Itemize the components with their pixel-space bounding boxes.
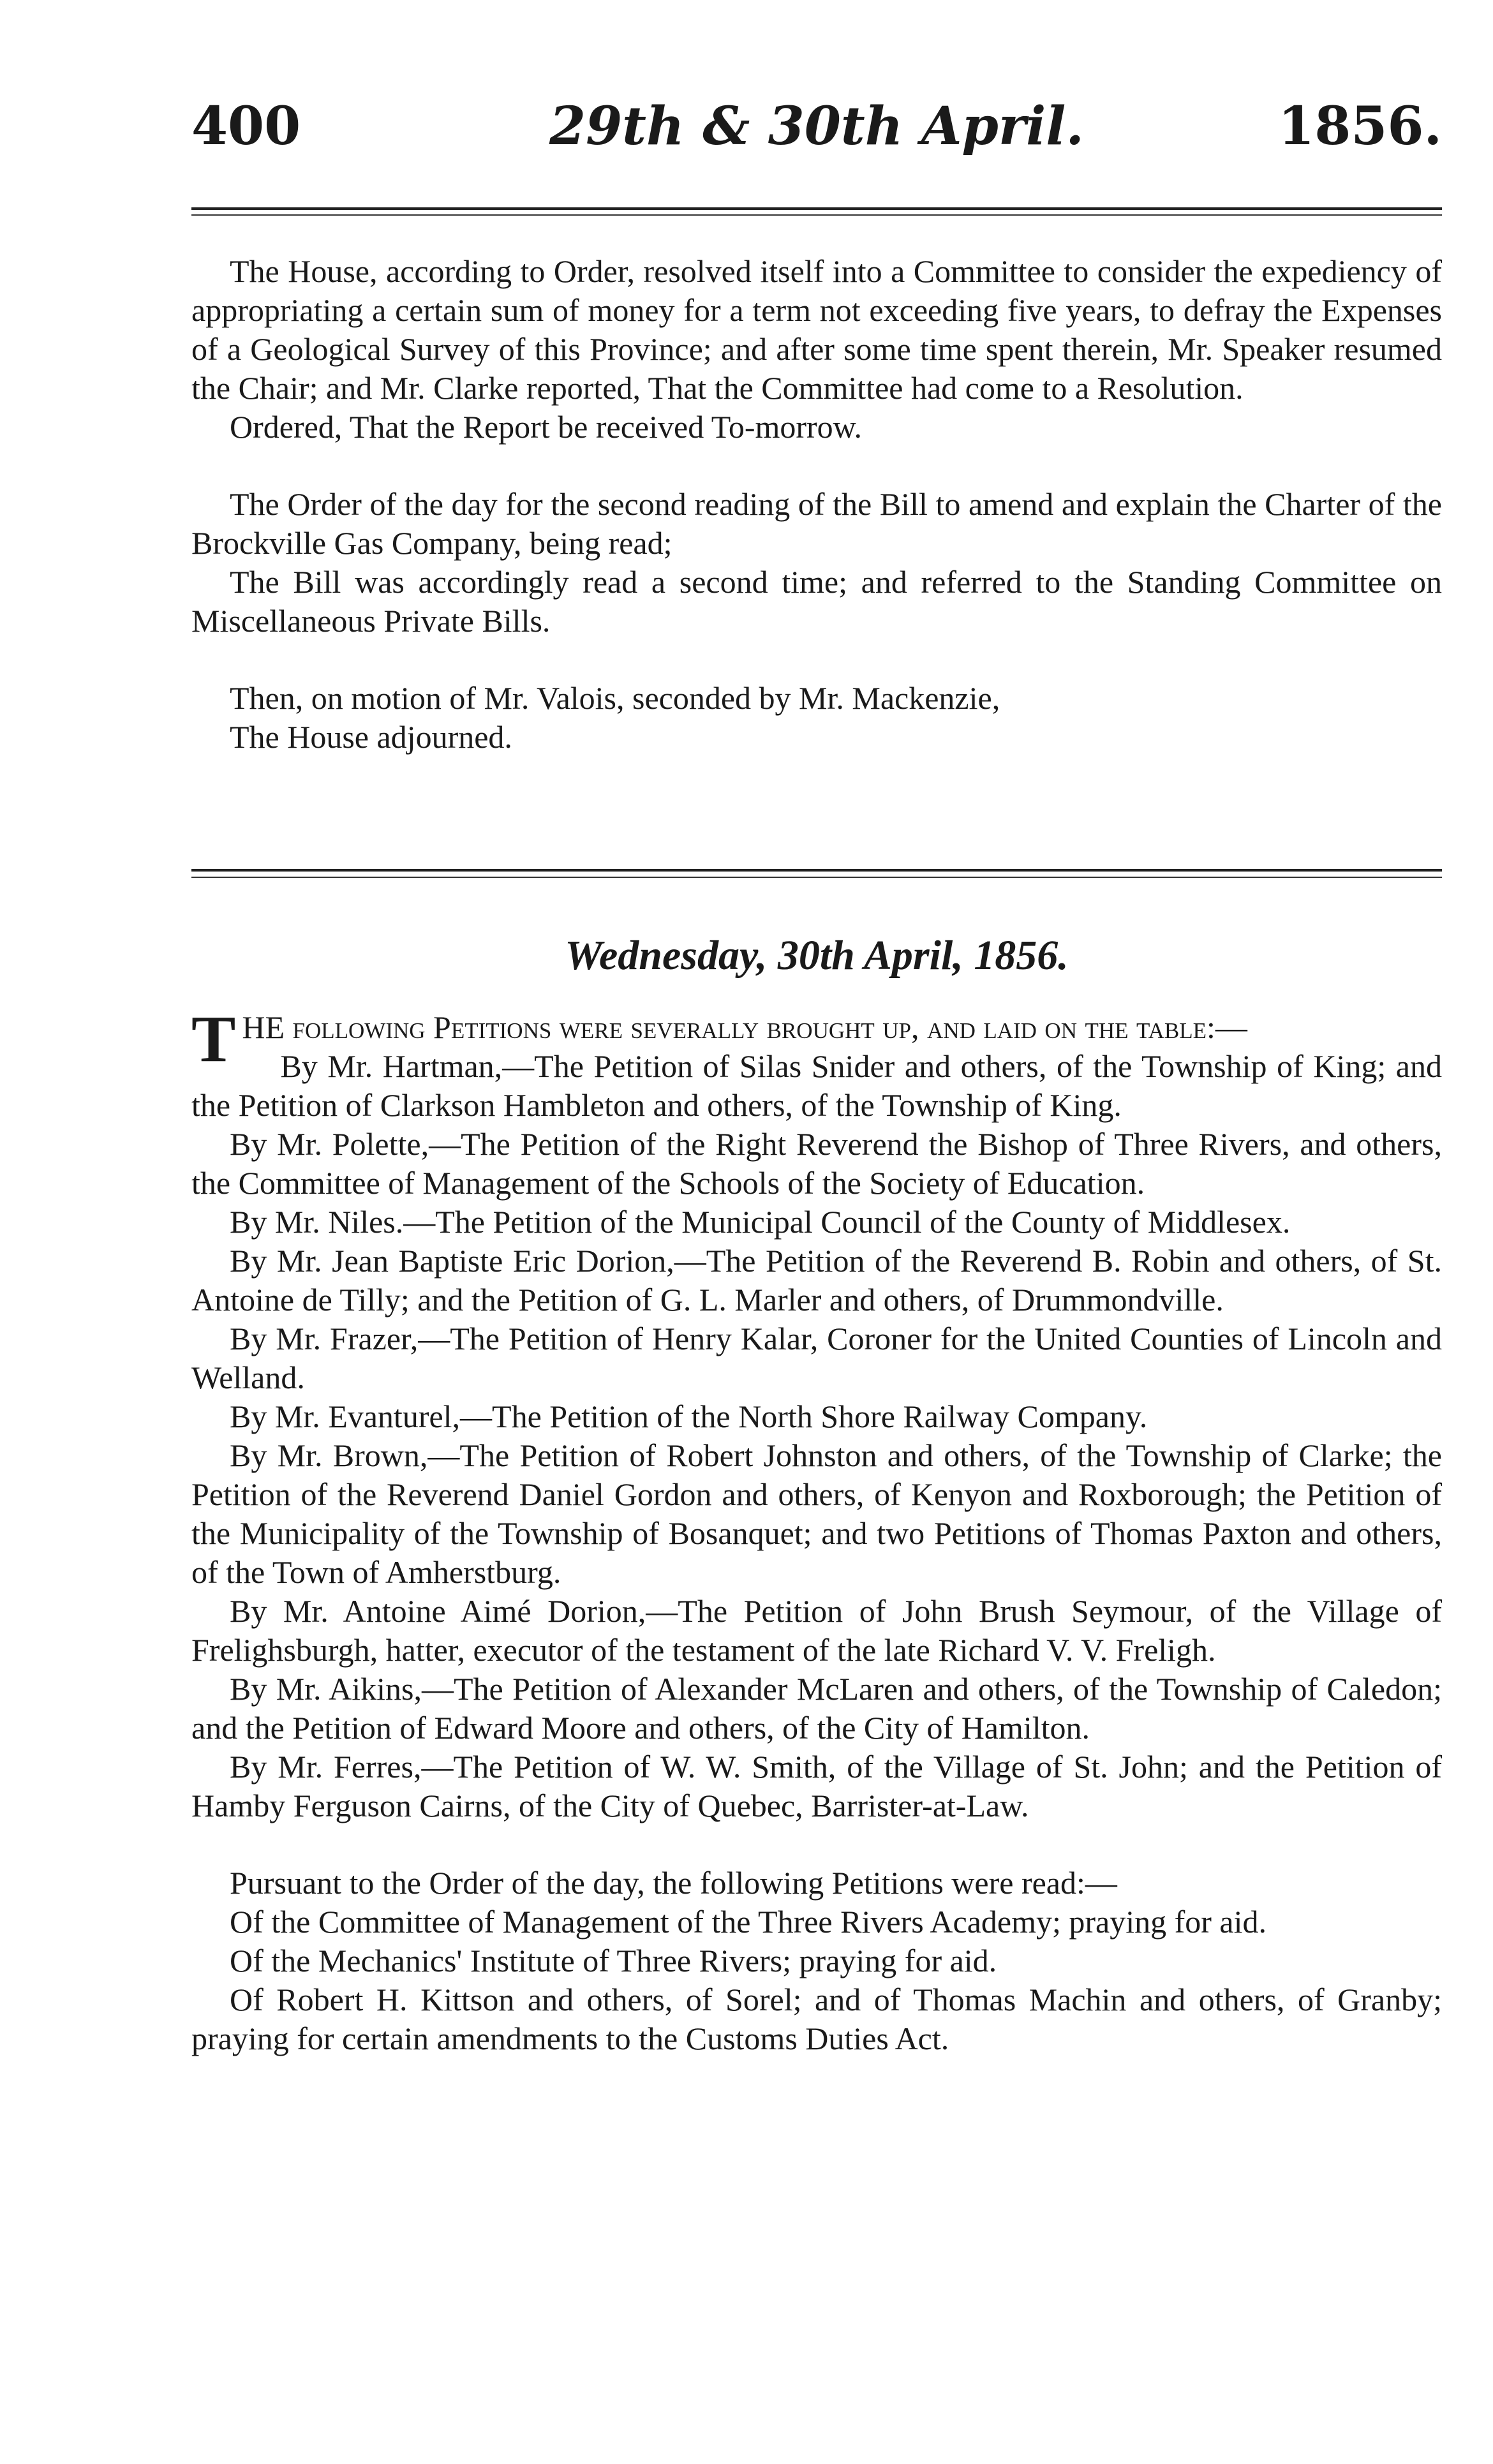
page-header — [191, 96, 1442, 172]
read-petition-item: Of the Mechanics' Institute of Three Rivers; praying for aid. — [230, 1943, 997, 1978]
petition-item: By Mr. Hartman,—The Petition of Silas Snider and others, of the Township of King; and the Petition of Clarkson Hambleton and others, of the Township of King. — [191, 1048, 1442, 1123]
adjourned-paragraph: The House adjourned. — [230, 719, 512, 755]
section-divider-secondary — [191, 877, 1442, 878]
order-of-day-paragraph: The Order of the day for the second reading of the Bill to amend and explain the Charter of the Brockville Gas Company, being read; — [191, 486, 1442, 561]
header-year: 1856. — [1278, 96, 1442, 157]
motion-paragraph: Then, on motion of Mr. Valois, seconded by Mr. Mackenzie, — [230, 680, 1000, 716]
petition-item: By Mr. Ferres,—The Petition of W. W. Smith, of the Village of St. John; and the Petition of Hamby Ferguson Cairns, of the City of Quebec, Barrister-at-Law. — [191, 1749, 1442, 1823]
committee-paragraph: The House, according to Order, resolved itself into a Committee to consider the expediency of appropriating a certain sum of money for a term not exceeding five years, to defray the Expenses of a Geological Survey of this Province; and after some time spent therein, Mr. Speaker resumed the Chair; and Mr. Clarke reported, That the Committee had come to a Resolution. — [191, 253, 1442, 406]
drop-cap: T — [191, 1002, 236, 1076]
bill-read-paragraph: The Bill was accordingly read a second time; and referred to the Standing Committee on Miscellaneous Private Bills. — [191, 564, 1442, 639]
header-rule-secondary — [191, 214, 1442, 216]
petition-item: By Mr. Brown,—The Petition of Robert Johnston and others, of the Township of Clarke; the Petition of the Reverend Daniel Gordon and others, of Kenyon and Roxborough; the Petition of the Municipality of the Township of Bosanquet; and two Petitions of Thomas Paxton and others, of the Town of Amherstburg. — [191, 1437, 1442, 1590]
read-petition-item: Of the Committee of Management of the Three Rivers Academy; praying for aid. — [230, 1904, 1266, 1940]
page-number: 400 — [191, 96, 301, 157]
proceedings-30th-april — [191, 1002, 1442, 2058]
ordered-paragraph: Ordered, That the Report be received To-morrow. — [230, 409, 863, 445]
header-rule — [191, 207, 1442, 210]
petitions-intro: THE following Petitions were severally brought up, and laid on the table:— — [191, 1002, 1247, 1076]
petition-item: By Mr. Aikins,—The Petition of Alexander McLaren and others, of the Township of Caledon; and the Petition of Edward Moore and others, of the City of Hamilton. — [191, 1671, 1442, 1746]
section-divider — [191, 869, 1442, 872]
read-petition-item: Of Robert H. Kittson and others, of Sorel; and of Thomas Machin and others, of Granby; praying for certain amendments to the Customs Duties Act. — [191, 1982, 1442, 2056]
petition-item: By Mr. Evanturel,—The Petition of the North Shore Railway Company. — [230, 1399, 1148, 1434]
running-title: 29th & 30th April. — [549, 96, 1084, 157]
petition-item: By Mr. Niles.—The Petition of the Municipal Council of the County of Middlesex. — [230, 1204, 1291, 1240]
petition-item: By Mr. Jean Baptiste Eric Dorion,—The Petition of the Reverend B. Robin and others, of St. Antoine de Tilly; and the Petition of G. L. Marler and others, of Drummondville. — [191, 1243, 1442, 1317]
petition-item: By Mr. Polette,—The Petition of the Right Reverend the Bishop of Three Rivers, and others, the Committee of Management of the Schools of the Society of Education. — [191, 1126, 1442, 1201]
read-petitions-intro: Pursuant to the Order of the day, the following Petitions were read:— — [230, 1865, 1117, 1901]
petition-item: By Mr. Frazer,—The Petition of Henry Kalar, Coroner for the United Counties of Lincoln and Welland. — [191, 1321, 1442, 1395]
petition-item: By Mr. Antoine Aimé Dorion,—The Petition of John Brush Seymour, of the Village of Frelighsburgh, hatter, executor of the testament of the late Richard V. V. Freligh. — [191, 1593, 1442, 1668]
section-heading: Wednesday, 30th April, 1856. — [565, 932, 1069, 979]
proceedings-29th-april — [191, 252, 1442, 757]
